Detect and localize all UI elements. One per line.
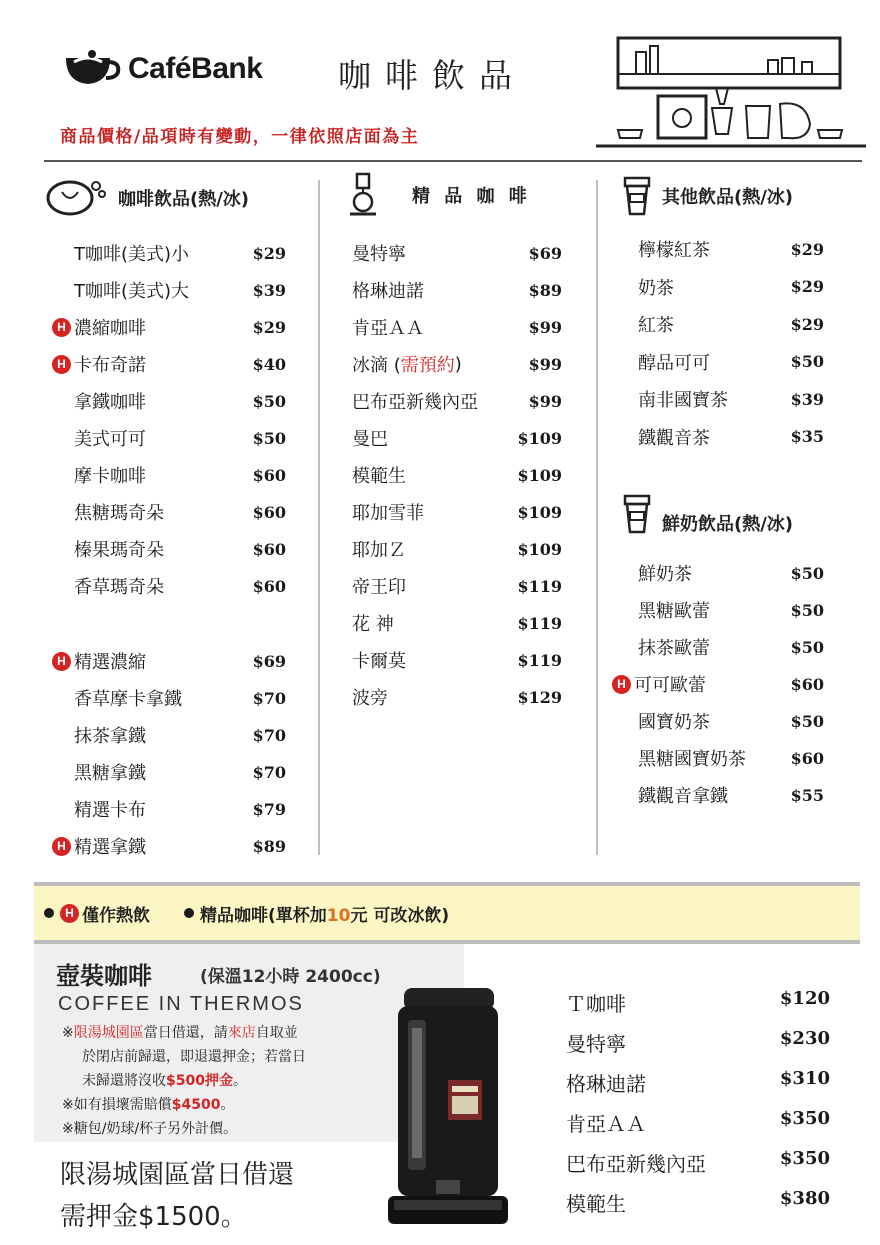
thermos-note-3: 未歸還將沒收$500押金。 xyxy=(82,1073,247,1089)
menu-item-price: $29 xyxy=(252,317,286,337)
deposit-rule: 需押金$1500。 xyxy=(60,1202,247,1232)
menu-item-name: 耶加雪菲 xyxy=(352,503,424,524)
menu-item-name: 奶茶 xyxy=(638,277,674,299)
thermos-item-name: 曼特寧 xyxy=(566,1032,626,1056)
menu-item xyxy=(52,499,286,525)
menu-item-name: 格琳迪諾 xyxy=(352,281,424,302)
menu-item-name: 抹茶歐蕾 xyxy=(638,638,710,659)
menu-item xyxy=(352,462,562,488)
menu-item xyxy=(638,386,824,412)
menu-item-price: $109 xyxy=(517,502,562,522)
thermos-item-name: 格琳迪諾 xyxy=(566,1072,646,1096)
menu-item xyxy=(352,499,562,525)
thermos-item xyxy=(566,1068,830,1097)
hot-only-badge-icon: H xyxy=(612,675,631,694)
menu-item-name: 國寶奶茶 xyxy=(638,712,710,733)
menu-item xyxy=(638,745,824,771)
menu-item-price: $60 xyxy=(252,465,286,485)
menu-item-name: 拿鐵咖啡 xyxy=(74,392,146,413)
menu-item-price: $50 xyxy=(252,428,286,448)
page-title: 咖啡飲品 xyxy=(338,56,526,95)
menu-item xyxy=(52,425,286,451)
brand-name: CaféBank xyxy=(128,52,263,85)
menu-item xyxy=(52,685,286,711)
menu-item xyxy=(638,708,824,734)
menu-item-price: $40 xyxy=(252,354,286,374)
menu-item xyxy=(638,560,824,586)
menu-item-price: $60 xyxy=(790,674,824,694)
price-notice: 商品價格/品項時有變動，一律依照店面為主 xyxy=(60,127,420,147)
rental-rule: 限湯城園區當日借還 xyxy=(60,1160,295,1190)
thermos-item-price: $120 xyxy=(779,988,830,1009)
menu-item-price: $39 xyxy=(790,389,824,409)
menu-item-price: $69 xyxy=(252,651,286,671)
menu-item-price: $99 xyxy=(528,354,562,374)
menu-item xyxy=(638,349,824,375)
menu-item xyxy=(352,240,562,266)
menu-item xyxy=(52,462,286,488)
menu-item-price: $89 xyxy=(252,836,286,856)
thermos-item xyxy=(566,1108,830,1137)
thermos-dispenser-image xyxy=(382,984,514,1232)
menu-item-price: $29 xyxy=(252,243,286,263)
menu-item-name: 卡爾莫 xyxy=(352,651,406,672)
header-divider xyxy=(44,160,862,162)
menu-item-name: T咖啡(美式)小 xyxy=(74,244,190,265)
menu-item-price: $50 xyxy=(790,352,824,371)
section-heading-coffee xyxy=(44,178,249,218)
menu-item xyxy=(52,759,286,785)
thermos-item-name: 模範生 xyxy=(566,1192,626,1216)
column-divider xyxy=(596,180,598,855)
menu-item-name: 耶加Ｚ xyxy=(352,540,406,561)
menu-item-name: 抹茶拿鐵 xyxy=(74,726,146,747)
menu-item-price: $109 xyxy=(517,465,562,485)
menu-item-name: 曼巴 xyxy=(352,429,388,450)
menu-item-name: 冰滴 ( 需預約 ) xyxy=(352,353,462,376)
hot-only-badge-icon: H xyxy=(52,355,71,374)
menu-item-price: $60 xyxy=(252,576,286,596)
menu-item-name: 香草瑪奇朵 xyxy=(74,577,164,598)
section-title: 鮮奶飲品(熱/冰) xyxy=(662,514,794,535)
menu-item-name: 肯亞ＡＡ xyxy=(352,318,424,339)
menu-item-name: 黑糖國寶奶茶 xyxy=(638,749,746,770)
brand-logo xyxy=(62,48,262,90)
menu-item-name: 精選卡布 xyxy=(74,800,146,821)
menu-item-name: 美式可可 xyxy=(74,429,146,450)
thermos-item-name: 巴布亞新幾內亞 xyxy=(566,1152,706,1176)
bullet-icon xyxy=(44,908,54,918)
menu-item-price: $70 xyxy=(252,762,286,782)
takeaway-cup-icon xyxy=(622,494,652,534)
menu-item-name: 榛果瑪奇朵 xyxy=(74,540,164,561)
section-title: 精 品 咖 啡 xyxy=(412,186,531,207)
coffee-bar-illustration xyxy=(596,34,866,160)
menu-item-price: $55 xyxy=(790,785,824,805)
menu-item-name: 曼特寧 xyxy=(352,244,406,265)
thermos-item-price: $380 xyxy=(779,1188,830,1209)
thermos-item xyxy=(566,1148,830,1177)
hot-only-badge-icon: H xyxy=(60,904,79,923)
menu-item-price: $29 xyxy=(790,239,824,259)
takeaway-cup-icon xyxy=(622,176,652,216)
menu-item xyxy=(52,722,286,748)
menu-item xyxy=(52,240,286,266)
thermos-item xyxy=(566,1028,830,1057)
menu-item-price: $70 xyxy=(252,725,286,745)
section-heading-premium xyxy=(346,172,531,218)
menu-item-price: $99 xyxy=(528,317,562,337)
thermos-note-2: 於閉店前歸還，即退還押金；若當日 xyxy=(82,1049,306,1065)
menu-item-name: 帝王印 xyxy=(352,577,406,598)
menu-item-name: 醇品可可 xyxy=(638,352,710,374)
menu-item-name: T咖啡(美式)大 xyxy=(74,281,190,302)
menu-item xyxy=(352,536,562,562)
menu-item-name: 鮮奶茶 xyxy=(638,564,692,585)
menu-item xyxy=(52,536,286,562)
menu-item xyxy=(352,610,562,636)
thermos-note-1: ※限湯城園區當日借還，請來店自取並 xyxy=(62,1025,298,1041)
thermos-english-title: COFFEE IN THERMOS xyxy=(58,993,304,1015)
menu-item-name: 香草摩卡拿鐵 xyxy=(74,689,182,710)
menu-item xyxy=(638,782,824,808)
hot-only-label: 僅作熱飲 xyxy=(82,905,150,926)
menu-item xyxy=(52,796,286,822)
thermos-item-price: $310 xyxy=(779,1068,830,1089)
menu-item-name: 南非國寶茶 xyxy=(638,390,728,411)
section-title: 咖啡飲品(熱/冰) xyxy=(118,189,250,210)
menu-item-price: $69 xyxy=(528,243,562,263)
menu-item xyxy=(638,236,824,262)
menu-item-name: H 可可歐蕾 xyxy=(612,671,706,697)
menu-item-price: $50 xyxy=(790,711,824,731)
menu-item xyxy=(638,311,824,337)
menu-item xyxy=(52,388,286,414)
menu-item xyxy=(352,351,562,377)
thermos-subtitle: (保溫12小時 2400cc) xyxy=(200,967,381,987)
menu-item-price: $119 xyxy=(517,613,562,633)
menu-item-name: 波旁 xyxy=(352,688,388,709)
menu-item-price: $50 xyxy=(790,563,824,583)
menu-item-price: $29 xyxy=(790,277,824,296)
menu-item xyxy=(352,314,562,340)
menu-item-name: H 濃縮咖啡 xyxy=(52,314,146,340)
menu-item-name: H 精選濃縮 xyxy=(52,648,146,674)
menu-item-name: 花 神 xyxy=(352,614,394,635)
menu-item-price: $50 xyxy=(252,391,286,411)
menu-item-price: $119 xyxy=(517,650,562,670)
legend-bar xyxy=(34,882,860,944)
menu-item-price: $129 xyxy=(517,687,562,707)
menu-item xyxy=(352,573,562,599)
siphon-coffee-icon xyxy=(346,172,380,218)
menu-item xyxy=(352,647,562,673)
menu-item xyxy=(638,274,824,300)
menu-item-price: $109 xyxy=(517,428,562,448)
thermos-item-name: Ｔ咖啡 xyxy=(566,992,626,1016)
menu-item xyxy=(352,388,562,414)
menu-item-name: 黑糖拿鐵 xyxy=(74,763,146,784)
thermos-item-price: $350 xyxy=(779,1148,830,1169)
section-title: 其他飲品(熱/冰) xyxy=(662,187,794,208)
menu-item xyxy=(52,573,286,599)
menu-item xyxy=(638,634,824,660)
thermos-note-5: ※糖包/奶球/杯子另外計價。 xyxy=(62,1121,238,1137)
section-heading-other xyxy=(622,176,793,216)
menu-item-price: $29 xyxy=(790,314,824,334)
menu-item-name: H 卡布奇諾 xyxy=(52,351,146,377)
menu-item-price: $50 xyxy=(790,637,824,657)
thermos-note-4: ※如有損壞需賠償$4500。 xyxy=(62,1097,235,1113)
menu-item xyxy=(52,351,286,377)
menu-item-name: 檸檬紅茶 xyxy=(638,240,710,261)
menu-item xyxy=(352,277,562,303)
menu-item-price: $50 xyxy=(790,600,824,620)
section-heading-milk xyxy=(622,492,793,536)
latte-art-cup-icon xyxy=(44,178,108,218)
menu-item-price: $60 xyxy=(252,539,286,559)
hot-only-badge-icon: H xyxy=(52,652,71,671)
hot-only-badge-icon: H xyxy=(52,837,71,856)
menu-item xyxy=(352,684,562,710)
thermos-item-name: 肯亞ＡＡ xyxy=(566,1112,646,1136)
menu-item-price: $70 xyxy=(252,688,286,708)
thermos-item-price: $230 xyxy=(779,1028,830,1049)
menu-item-price: $89 xyxy=(528,280,562,300)
menu-item xyxy=(52,314,286,340)
menu-item-name: H 精選拿鐵 xyxy=(52,833,146,859)
menu-item xyxy=(638,424,824,450)
thermos-item xyxy=(566,1188,830,1217)
thermos-item xyxy=(566,988,830,1017)
menu-item-name: 黑糖歐蕾 xyxy=(638,601,710,622)
menu-item-name: 巴布亞新幾內亞 xyxy=(352,392,478,413)
premium-ice-note: 精品咖啡(單杯加10元 可改冰飲) xyxy=(200,905,450,926)
hot-only-badge-icon: H xyxy=(52,318,71,337)
menu-item xyxy=(52,277,286,303)
menu-item-name: 模範生 xyxy=(352,466,406,487)
menu-item-name: 焦糖瑪奇朵 xyxy=(74,503,164,524)
menu-item-name: 紅茶 xyxy=(638,315,674,336)
menu-item-price: $79 xyxy=(252,799,286,819)
menu-item xyxy=(352,425,562,451)
menu-item-price: $109 xyxy=(517,539,562,559)
menu-item xyxy=(638,597,824,623)
thermos-title: 壺裝咖啡 xyxy=(56,962,152,990)
menu-item-price: $99 xyxy=(528,391,562,411)
column-divider xyxy=(318,180,320,855)
menu-item xyxy=(612,671,824,697)
menu-item-name: 摩卡咖啡 xyxy=(74,466,146,487)
menu-item-name: 鐵觀音拿鐵 xyxy=(638,786,728,807)
menu-item xyxy=(52,648,286,674)
thermos-item-price: $350 xyxy=(779,1108,830,1129)
menu-item-price: $35 xyxy=(790,427,824,446)
coffee-cup-logo-icon xyxy=(62,48,122,90)
menu-item-price: $39 xyxy=(252,280,286,300)
menu-item-name: 鐵觀音茶 xyxy=(638,427,710,449)
menu-item-price: $60 xyxy=(790,748,824,768)
menu-item xyxy=(52,833,286,859)
menu-item-price: $119 xyxy=(517,576,562,596)
bullet-icon xyxy=(184,908,194,918)
menu-item-price: $60 xyxy=(252,502,286,522)
